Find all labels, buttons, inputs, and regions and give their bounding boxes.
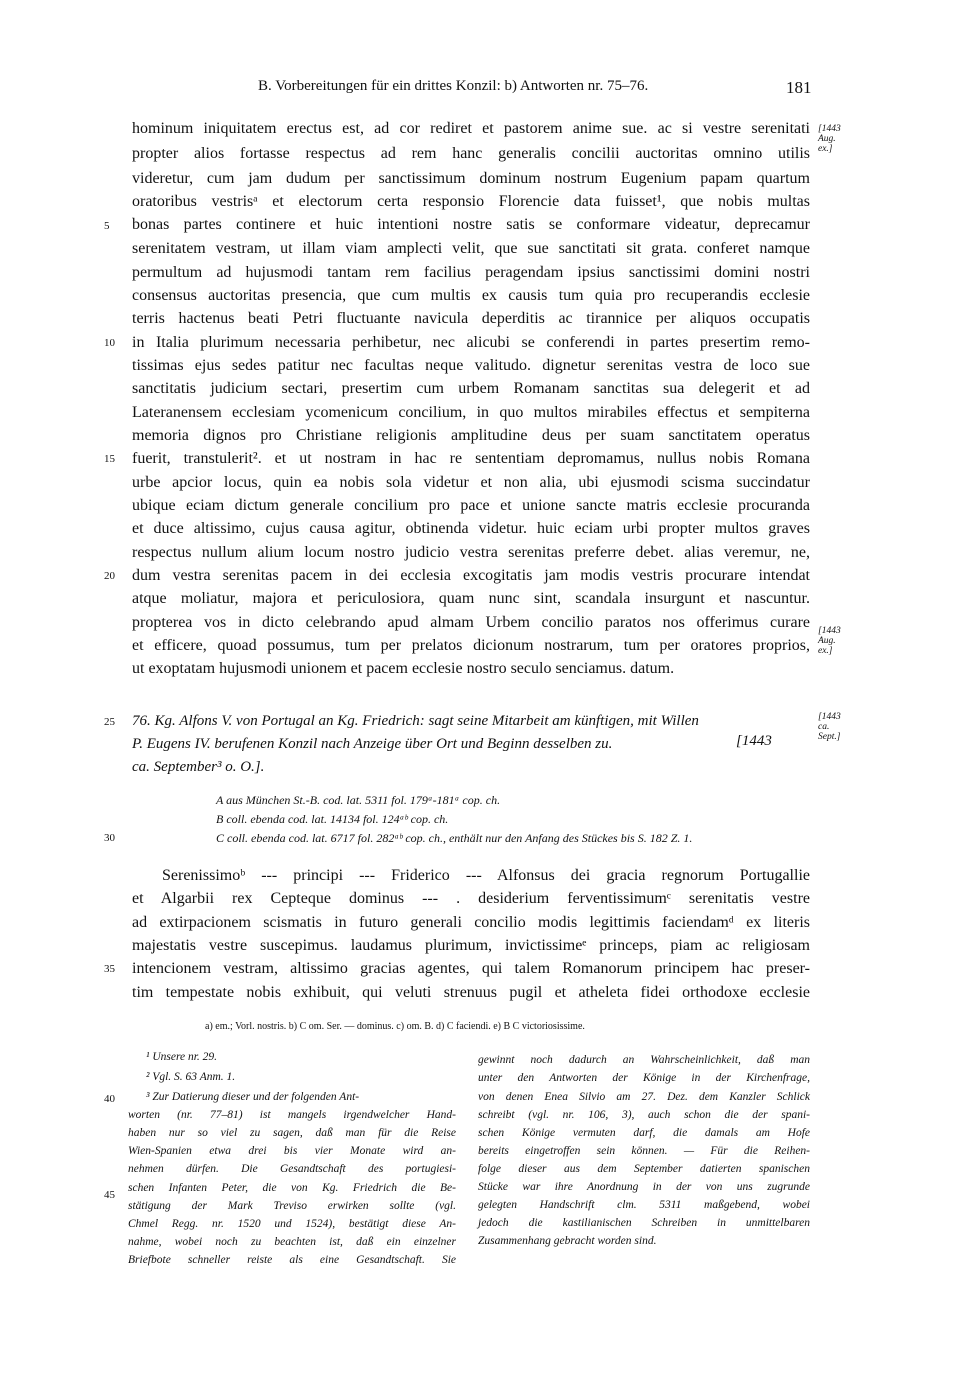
body-line: serenitatem vestram, ut illam viam amplecti velit, que sue sanctitati sit grata. conferet namque	[132, 240, 810, 257]
body-line: hominum iniquitatem erectus est, ad cor rediret et pastorem anime sue. ac si vestre serenitati	[132, 120, 810, 137]
body-line: et efficere, quoad possumus, tum per prelatos dicionum nostrarum, tum per oratores proprios,	[132, 637, 810, 654]
footnote-line: Chmel Regg. nr. 1520 und 1524), bestätigt diese An-	[128, 1218, 456, 1230]
manuscript-source: C coll. ebenda cod. lat. 6717 fol. 282ᵃᵇ cop. ch., enthält nur den Anfang des Stückes bis S. 182 Z. 1.	[216, 831, 693, 845]
manuscript-source: B coll. ebenda cod. lat. 14134 fol. 124ᵃᵇ cop. ch.	[216, 812, 449, 826]
body-line: videretur, cum jam dudum per sanctissimum dominum nostrum Eugenium papam quartum	[132, 170, 810, 187]
footnote-line: stätigung der Mark Treviso erwirken sollte (vgl.	[128, 1200, 456, 1212]
body-line: propter alios fortasse respectus ad rem hanc generalis concilii auctoritas omnino utilis	[132, 145, 810, 162]
footnote-line: unter den Antworten der Könige in der Kirchenfrage,	[478, 1072, 810, 1084]
footnote-line: schen Könige vermuten darf, die damals am Hofe	[478, 1127, 810, 1139]
body-line: dum vestra serenitas pacem in dei ecclesia excogitatis jam modis vestris procurare intendat	[132, 567, 810, 584]
document-text-line: ad extirpacionem scismatis in futuro generali concilio modis legittimis faciendamᵈ ex literis	[132, 914, 810, 931]
body-line: consensus auctoritas presencia, que cum multis ex causis tum quia pro recuperandis ecclesie	[132, 287, 810, 304]
document-heading-date: [1443	[736, 733, 772, 749]
body-line: urbe apcior locus, quin ea nobis sola videtur et non alia, ubi ejusmodi scisma succindatur	[132, 474, 810, 491]
body-line: et duce altissimo, cujus causa agitur, obtinenda videtur. huic eciam urbi propter multos graves	[132, 520, 810, 537]
footnote-line: ² Vgl. S. 63 Anm. 1.	[146, 1071, 236, 1083]
line-number: 35	[104, 963, 115, 975]
document-heading-line: 76. Kg. Alfons V. von Portugal an Kg. Friedrich: sagt seine Mitarbeit am künftigen, mit Willen	[132, 713, 699, 729]
margin-date-note: [1443 Aug. ex.]	[818, 124, 841, 154]
running-title: B. Vorbereitungen für ein drittes Konzil: b) Antworten nr. 75–76.	[258, 78, 649, 94]
footnote-line: haben nur so viel zu sagen, daß man für die Reise	[128, 1127, 456, 1139]
document-text-line: intencionem vestram, altissimo gracias agentes, qui talem Romanorum principem hac preser-	[132, 960, 810, 977]
footnote-line: folge dieser aus dem September datierten spanischen	[478, 1163, 810, 1175]
line-number: 10	[104, 337, 115, 349]
footnote-line: Briefbote schneller reiste als eine Gesandtschaft. Sie	[128, 1254, 456, 1266]
line-number: 30	[104, 832, 115, 844]
body-line: bonas partes continere et huic intentioni nostre satis se conformare videatur, deprecamur	[132, 216, 810, 233]
footnote-line: nahme, wobei noch zu beachten ist, daß ein einzelner	[128, 1236, 456, 1248]
footnote-line: Wien-Spanien etwa drei bis vier Monate wird an-	[128, 1145, 456, 1157]
footnote-line: Stücke war ihre Anordnung in der von uns zugrunde	[478, 1181, 810, 1193]
footnote-line: von denen Enea Silvio am 27. Dez. dem Kanzler Schlick	[478, 1091, 810, 1103]
body-line: sanctitatis judicium sectari, presertim cum urbem Romanam sanctitas sua delegerit et ad	[132, 380, 810, 397]
footnote-line: worten (nr. 77–81) ist mangels irgendwelcher Hand-	[128, 1109, 456, 1121]
margin-date-note: [1443 ca. Sept.]	[818, 712, 841, 742]
body-line: propterea vos in dicto celebrando apud almam Urbem concilio paratos nos offerimus curare	[132, 614, 810, 631]
body-line: Lateranensem ecclesiam ycomenicum concilium, in quo multos mirabiles effectus et sempiterna	[132, 404, 810, 421]
page-number: 181	[786, 78, 812, 97]
footnote-line: ¹ Unsere nr. 29.	[146, 1051, 218, 1063]
body-line: terris hactenus beati Petri fluctuante navicula deperditis ac tirannice per aliquos occupatis	[132, 310, 810, 327]
margin-date-note: [1443 Aug. ex.]	[818, 626, 841, 656]
body-line: ut exoptatam hujusmodi unionem et pacem ecclesie nostro seculo senciamus. datum.	[132, 660, 675, 677]
body-line: tissimas ejus sedes patitur nec facultas neque valitudo. dignetur serenitas vestra de loco sue	[132, 357, 810, 374]
document-text-line: tim tempestate nobis exhibuit, qui veluti strenuus pugil et atheleta fidei orthodoxe ecclesie	[132, 984, 810, 1001]
footnote-line: bereits eingetroffen sein können. — Für die Reihen-	[478, 1145, 810, 1157]
critical-apparatus: a) em.; Vorl. nostris. b) C om. Ser. — dominus. c) om. B. d) C faciendi. e) B C victoriosissime.	[205, 1021, 585, 1032]
footnote-line: gelegten Handschrift clm. 5311 maßgebend, wobei	[478, 1199, 810, 1211]
document-text-line: Serenissimoᵇ --- principi --- Friderico --- Alfonsus dei gracia regnorum Portugallie	[162, 867, 810, 884]
body-line: memoria dignos pro Christiane religionis amplitudine deus per suam sanctitatem operatus	[132, 427, 810, 444]
line-number: 15	[104, 453, 115, 465]
footnote-line: jedoch die kastilianischen Schreiben in unmittelbaren	[478, 1217, 810, 1229]
document-text-line: majestatis vestre suscepimus. laudamus plurimum, invictissimeᵉ princeps, piam ac religiosam	[132, 937, 810, 954]
line-number: 40	[104, 1093, 115, 1105]
body-line: respectus nullum alium locum nostro judicio vestra serenitas preferre debet. alias veremur, ne,	[132, 544, 810, 561]
document-heading-line: P. Eugens IV. berufenen Konzil nach Anzeige über Ort und Beginn desselben zu.	[132, 736, 613, 752]
footnote-line: gewinnt noch dadurch an Wahrscheinlichkeit, daß man	[478, 1054, 810, 1066]
line-number: 45	[104, 1189, 115, 1201]
document-heading-line: ca. September³ o. O.].	[132, 759, 265, 775]
body-line: atque moliatur, majora et periculosiora, quam nunc sint, scandala insurgunt et nascuntur.	[132, 590, 810, 607]
manuscript-source: A aus München St.-B. cod. lat. 5311 fol. 179ᵃ-181ᵃ cop. ch.	[216, 793, 501, 807]
line-number: 25	[104, 716, 115, 728]
footnote-line: Zusammenhang gebracht worden sind.	[478, 1235, 657, 1247]
body-line: in Italia plurimum necessaria perhibetur, nec alicubi se conferendi in partes presertim remo-	[132, 334, 810, 351]
body-line: ubique eciam dictum generale concilium pro pace et unione sancte matris ecclesie procuranda	[132, 497, 810, 514]
document-text-line: et Algarbii rex Cepteque dominus --- . desiderium ferventissimumᶜ serenitatis vestre	[132, 890, 810, 907]
line-number: 20	[104, 570, 115, 582]
footnote-line: schreibt (vgl. nr. 106, 3), auch schon die der spani-	[478, 1109, 810, 1121]
body-line: oratoribus vestrisᵃ et electorum certa responsio Florencie data fuisset¹, que nobis multas	[132, 193, 810, 210]
body-line: fuerit, transtulerit². et ut nostram in hac re sententiam depromamus, nullus nobis Romana	[132, 450, 810, 467]
footnote-line: ³ Zur Datierung dieser und der folgenden Ant-	[146, 1091, 360, 1103]
line-number: 5	[104, 220, 110, 232]
footnote-line: schen Infanten Peter, die von Kg. Friedrich die Be-	[128, 1182, 456, 1194]
body-line: permultum ad hujusmodi tantam rem facilius peragendam ipsius sanctissimi domini nostri	[132, 264, 810, 281]
footnote-line: nehmen dürfen. Die Gesandtschaft des portugiesi-	[128, 1163, 456, 1175]
